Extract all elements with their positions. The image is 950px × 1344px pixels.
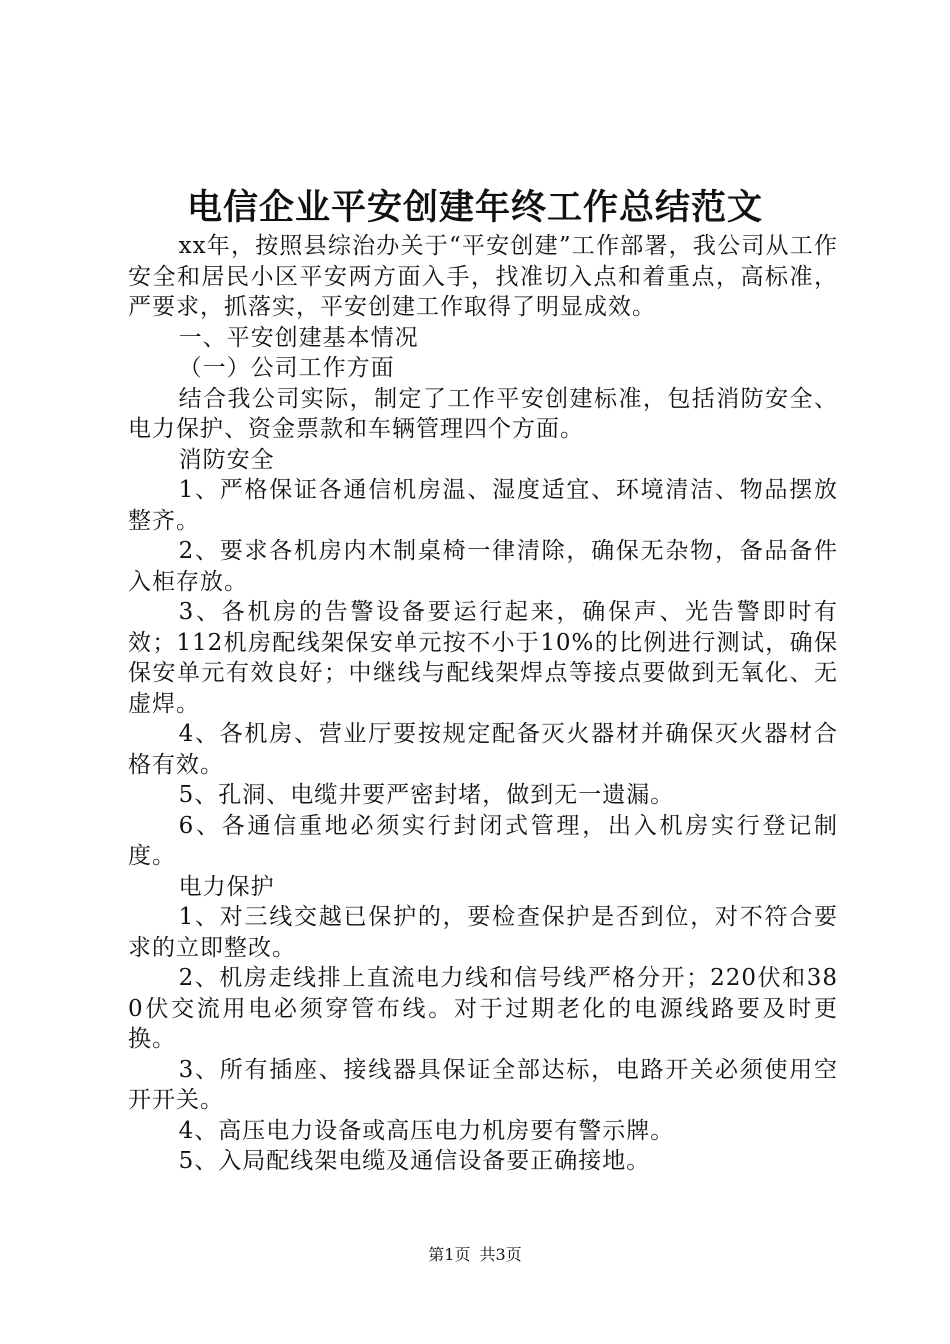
list-item: 4、高压电力设备或高压电力机房要有警示牌。	[178, 1117, 675, 1144]
list-item: 3、各机房的告警设备要运行起来，确保声、光告警即时有效；112机房配线架保安单元按不小于10%的比例进行测试，确保保安单元有效良好；中继线与配线架焊点等接点要做到无氧化、无虚焊。	[128, 599, 838, 717]
list-item: 5、孔洞、电缆井要严密封堵，做到无一遗漏。	[178, 782, 675, 808]
page-number-footer: 第1页 共3页	[428, 1245, 522, 1264]
category-heading: 电力保护	[178, 873, 275, 900]
list-item: 1、对三线交越已保护的，要检查保护是否到位，对不符合要求的立即整改。	[128, 904, 838, 961]
section-heading: 一、平安创建基本情况	[178, 324, 419, 351]
list-item: 5、入局配线架电缆及通信设备要正确接地。	[178, 1148, 651, 1174]
paragraph: xx年，按照县综治办关于“平安创建”工作部署，我公司从工作安全和居民小区平安两方面入手，找准切入点和着重点，高标准，严要求，抓落实，平安创建工作取得了明显成效。	[128, 233, 838, 320]
document-title: 电信企业平安创建年终工作总结范文	[186, 187, 763, 228]
document-body	[128, 231, 838, 1177]
subsection-heading: （一）公司工作方面	[178, 355, 395, 381]
paragraph: 结合我公司实际，制定了工作平安创建标准，包括消防安全、电力保护、资金票款和车辆管理四个方面。	[128, 385, 838, 442]
list-item: 2、机房走线排上直流电力线和信号线严格分开；220伏和380伏交流用电必须穿管布线。对于过期老化的电源线路要及时更换。	[128, 965, 838, 1052]
category-heading: 消防安全	[178, 446, 275, 473]
list-item: 6、各通信重地必须实行封闭式管理，出入机房实行登记制度。	[128, 812, 838, 869]
list-item: 1、严格保证各通信机房温、湿度适宜、环境清洁、物品摆放整齐。	[128, 477, 838, 534]
list-item: 3、所有插座、接线器具保证全部达标，电路开关必须使用空开开关。	[128, 1056, 838, 1113]
list-item: 2、要求各机房内木制桌椅一律清除，确保无杂物，备品备件入柜存放。	[128, 538, 838, 595]
list-item: 4、各机房、营业厅要按规定配备灭火器材并确保灭火器材合格有效。	[128, 721, 838, 778]
